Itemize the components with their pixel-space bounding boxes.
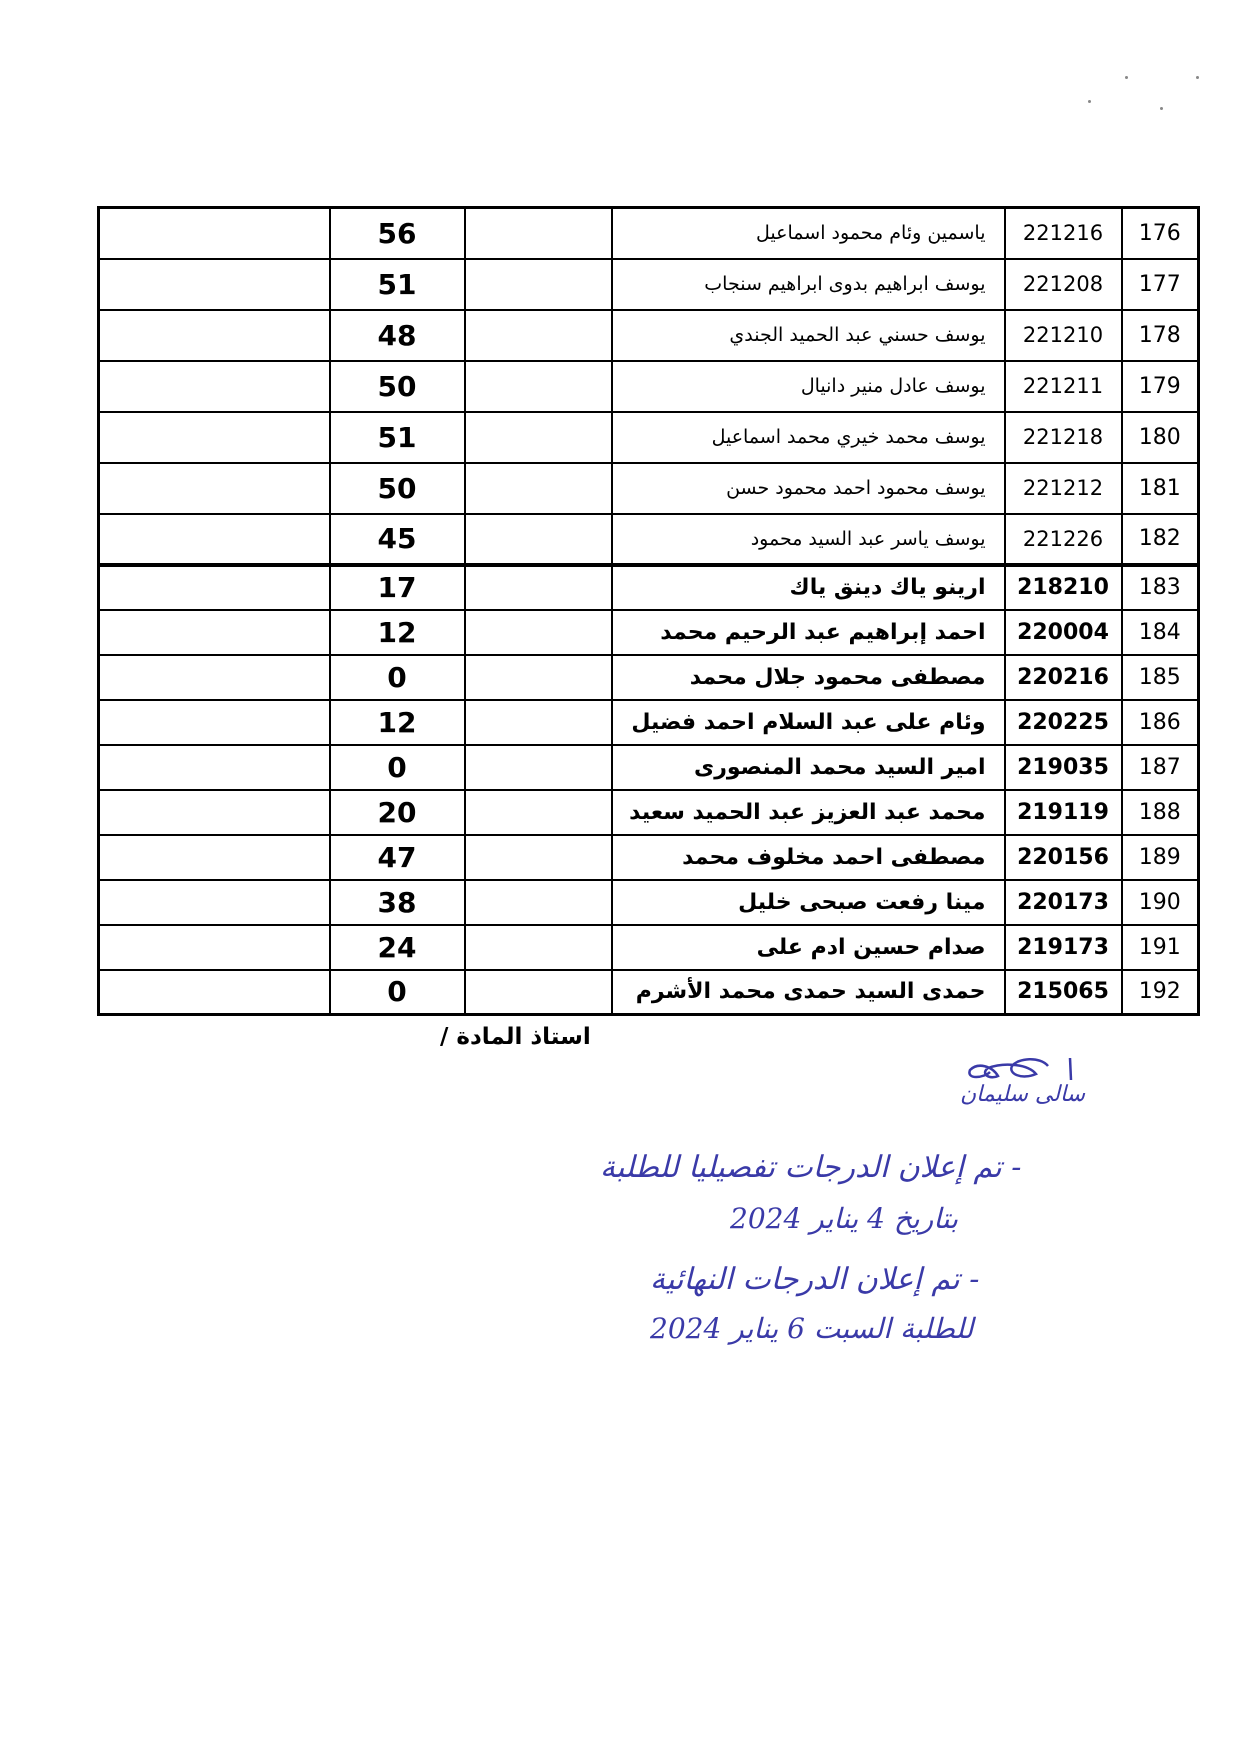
grade-cell: 12 xyxy=(330,700,465,745)
note2-line1: - تم إعلان الدرجات النهائية xyxy=(650,1262,980,1297)
serial-cell: 185 xyxy=(1122,655,1199,700)
student-code-cell: 221211 xyxy=(1005,361,1122,412)
student-name-cell: يوسف ابراهيم بدوى ابراهيم سنجاب xyxy=(612,259,1005,310)
serial-cell: 191 xyxy=(1122,925,1199,970)
grade-cell: 51 xyxy=(330,412,465,463)
grade-cell: 50 xyxy=(330,463,465,514)
student-name-cell: مصطفى احمد مخلوف محمد xyxy=(612,835,1005,880)
student-code-cell: 221210 xyxy=(1005,310,1122,361)
serial-cell: 183 xyxy=(1122,565,1199,610)
grade-cell: 47 xyxy=(330,835,465,880)
student-code-cell: 221216 xyxy=(1005,208,1122,259)
serial-cell: 176 xyxy=(1122,208,1199,259)
student-name-cell: ارينو ياك دينق ياك xyxy=(612,565,1005,610)
student-name-cell: يوسف ياسر عبد السيد محمود xyxy=(612,514,1005,565)
grade-cell: 17 xyxy=(330,565,465,610)
student-name-cell: حمدى السيد حمدى محمد الأشرم xyxy=(612,970,1005,1015)
signature-name: سالى سليمان xyxy=(960,1082,1086,1107)
grade-cell: 20 xyxy=(330,790,465,835)
student-name-cell: وئام على عبد السلام احمد فضيل xyxy=(612,700,1005,745)
student-name-cell: يوسف حسني عبد الحميد الجندي xyxy=(612,310,1005,361)
serial-cell: 190 xyxy=(1122,880,1199,925)
note1-line1: - تم إعلان الدرجات تفصيليا للطلبة xyxy=(600,1150,1022,1185)
student-code-cell: 221212 xyxy=(1005,463,1122,514)
student-name-cell: يوسف محمد خيري محمد اسماعيل xyxy=(612,412,1005,463)
serial-cell: 177 xyxy=(1122,259,1199,310)
student-code-cell: 221208 xyxy=(1005,259,1122,310)
serial-cell: 192 xyxy=(1122,970,1199,1015)
serial-cell: 189 xyxy=(1122,835,1199,880)
student-name-cell: محمد عبد العزيز عبد الحميد سعيد xyxy=(612,790,1005,835)
note2-line2: للطلبة السبت 6 يناير 2024 xyxy=(650,1312,974,1345)
serial-cell: 187 xyxy=(1122,745,1199,790)
grade-cell: 45 xyxy=(330,514,465,565)
student-code-cell: 219035 xyxy=(1005,745,1122,790)
student-code-cell: 219173 xyxy=(1005,925,1122,970)
serial-cell: 188 xyxy=(1122,790,1199,835)
student-name-cell: مينا رفعت صبحى خليل xyxy=(612,880,1005,925)
grade-cell: 0 xyxy=(330,745,465,790)
student-name-cell: احمد إبراهيم عبد الرحيم محمد xyxy=(612,610,1005,655)
student-code-cell: 219119 xyxy=(1005,790,1122,835)
grade-cell: 38 xyxy=(330,880,465,925)
teacher-label: استاذ المادة / xyxy=(440,1024,591,1050)
student-code-cell: 221218 xyxy=(1005,412,1122,463)
serial-cell: 182 xyxy=(1122,514,1199,565)
student-code-cell: 215065 xyxy=(1005,970,1122,1015)
serial-cell: 180 xyxy=(1122,412,1199,463)
grade-cell: 50 xyxy=(330,361,465,412)
note1-line2: بتاريخ 4 يناير 2024 xyxy=(730,1202,958,1235)
student-code-cell: 220173 xyxy=(1005,880,1122,925)
serial-cell: 184 xyxy=(1122,610,1199,655)
grade-cell: 48 xyxy=(330,310,465,361)
grade-cell: 56 xyxy=(330,208,465,259)
student-code-cell: 218210 xyxy=(1005,565,1122,610)
serial-cell: 179 xyxy=(1122,361,1199,412)
grade-cell: 51 xyxy=(330,259,465,310)
serial-cell: 178 xyxy=(1122,310,1199,361)
serial-cell: 186 xyxy=(1122,700,1199,745)
student-name-cell: امير السيد محمد المنصورى xyxy=(612,745,1005,790)
serial-cell: 181 xyxy=(1122,463,1199,514)
student-name-cell: ياسمين وئام محمود اسماعيل xyxy=(612,208,1005,259)
student-code-cell: 220004 xyxy=(1005,610,1122,655)
student-code-cell: 220216 xyxy=(1005,655,1122,700)
grade-cell: 24 xyxy=(330,925,465,970)
student-name-cell: مصطفى محمود جلال محمد xyxy=(612,655,1005,700)
grade-cell: 0 xyxy=(330,970,465,1015)
student-name-cell: صدام حسين ادم على xyxy=(612,925,1005,970)
student-code-cell: 220225 xyxy=(1005,700,1122,745)
student-name-cell: يوسف عادل منير دانيال xyxy=(612,361,1005,412)
grade-cell: 12 xyxy=(330,610,465,655)
student-code-cell: 220156 xyxy=(1005,835,1122,880)
student-code-cell: 221226 xyxy=(1005,514,1122,565)
grade-cell: 0 xyxy=(330,655,465,700)
student-name-cell: يوسف محمود احمد محمود حسن xyxy=(612,463,1005,514)
